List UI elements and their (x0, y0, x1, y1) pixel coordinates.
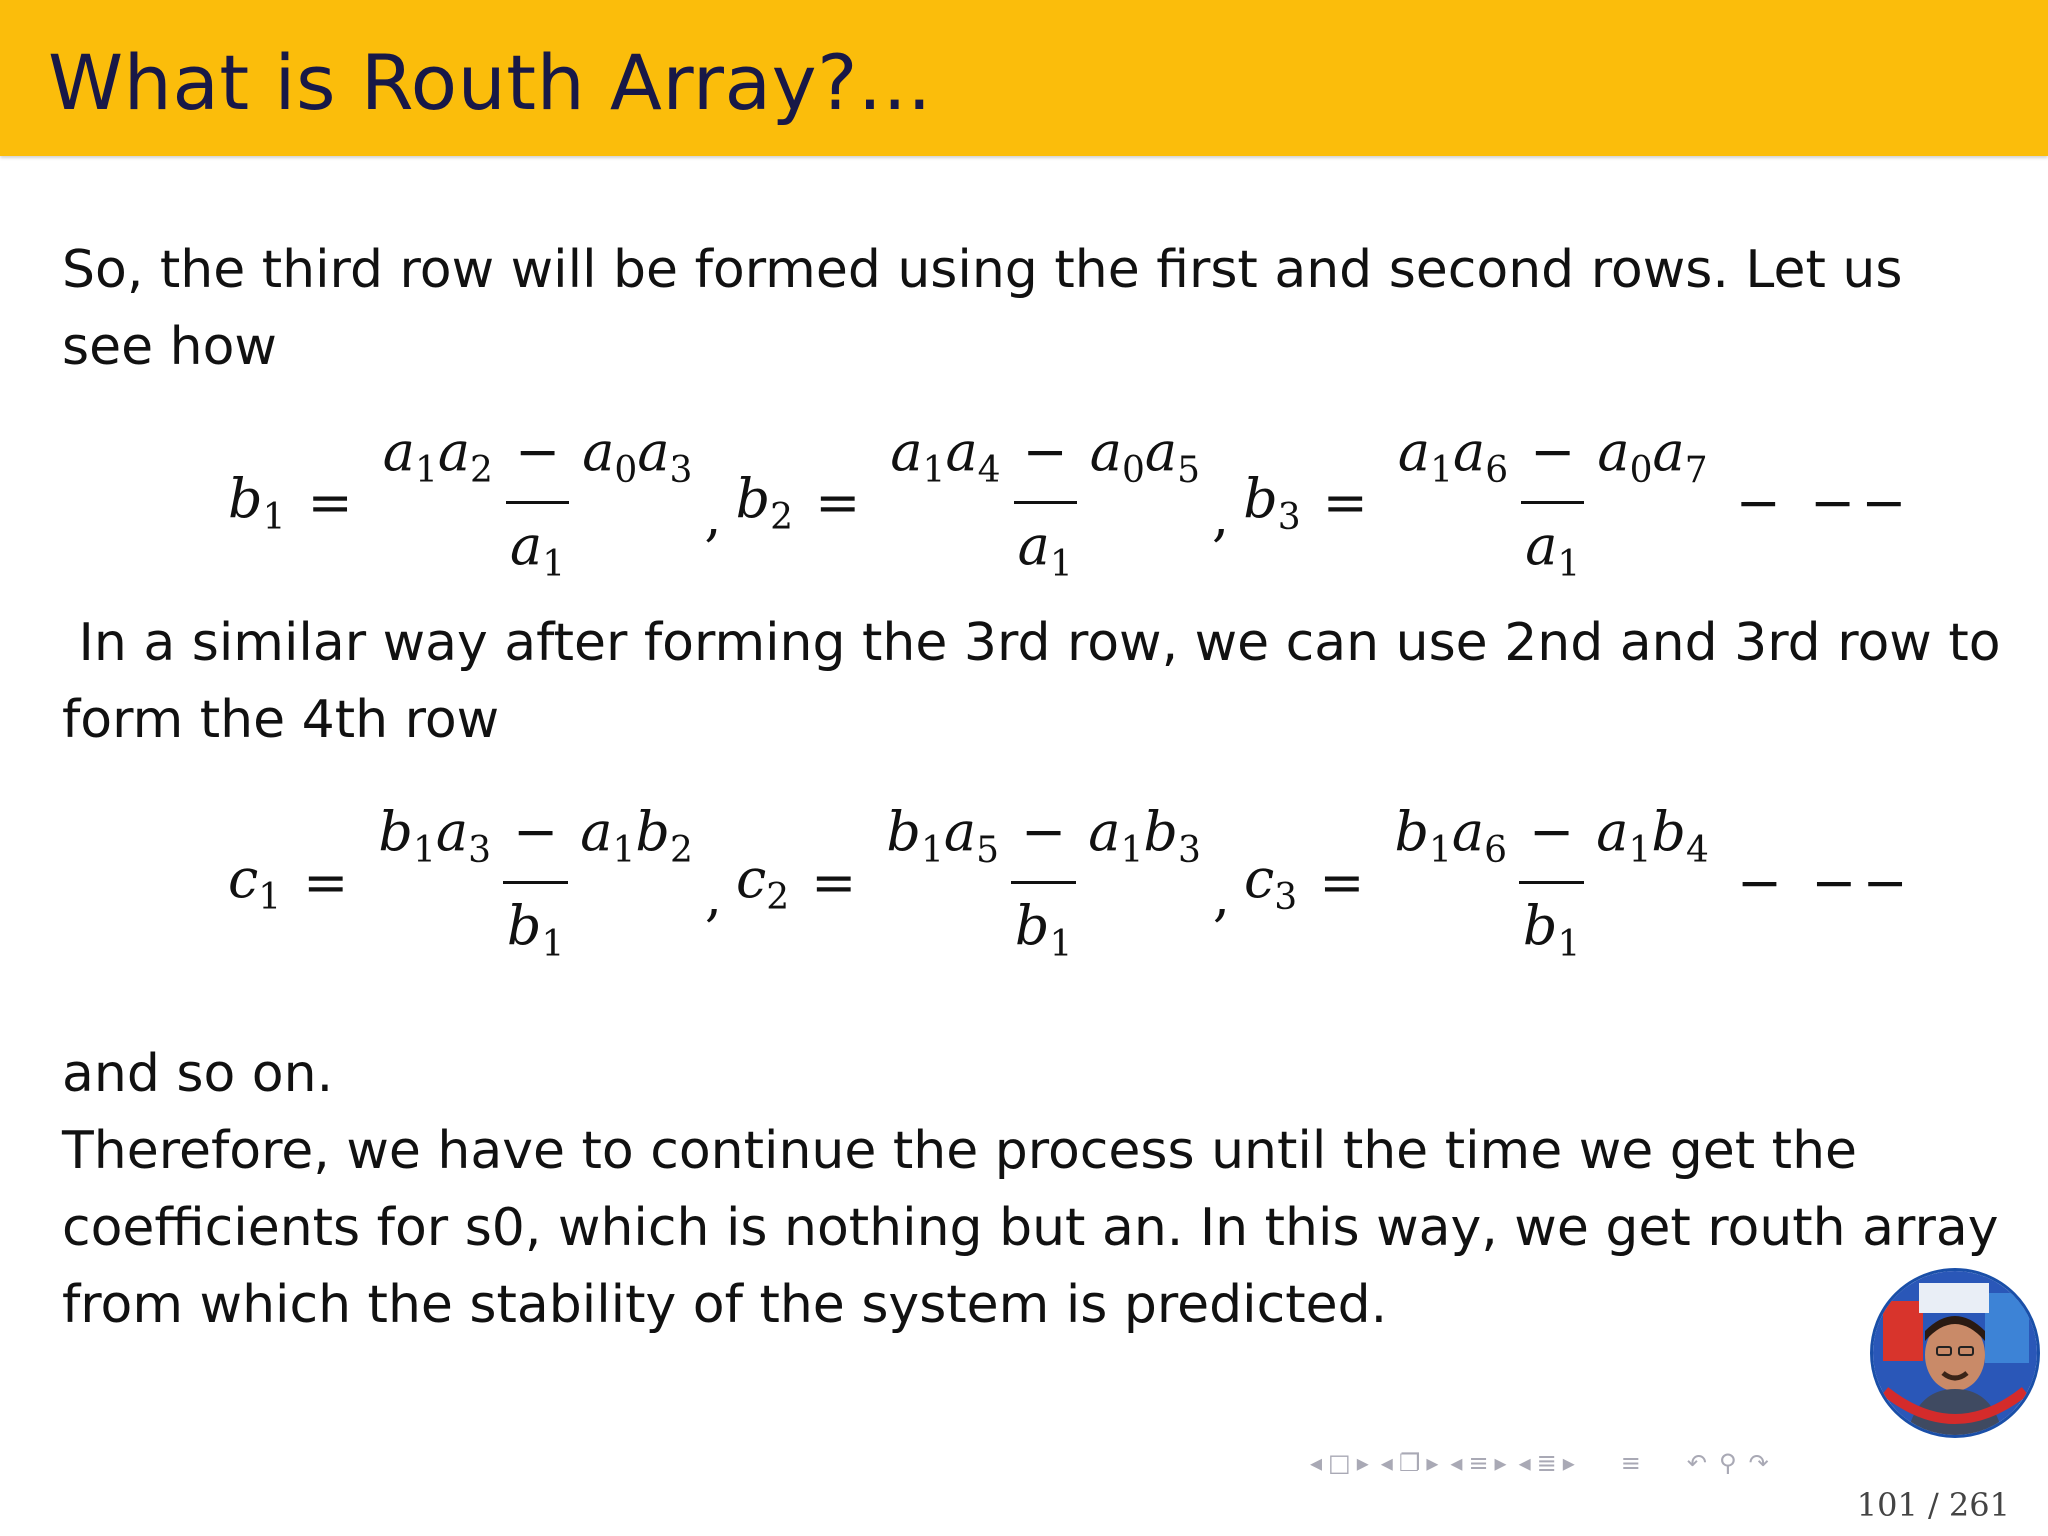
nav-left-arrow-icon[interactable]: ◂ (1518, 1449, 1531, 1477)
term-variable-subscript: 7 (1684, 449, 1708, 491)
term-variable-letter: b (1651, 799, 1686, 863)
nav-section-group[interactable] (1450, 1449, 1506, 1477)
term-variable-letter: b (1394, 799, 1430, 863)
lhs-variable (228, 467, 285, 538)
term-variable (1017, 513, 1073, 585)
term-variable-letter: a (1453, 419, 1486, 483)
numerator (886, 420, 1204, 501)
term-variable-letter: a (582, 419, 615, 483)
term-variable-letter: a (1397, 419, 1431, 483)
minus-sign: − (1021, 799, 1067, 863)
presenter-avatar (1870, 1268, 2040, 1438)
lhs-variable-letter: b (228, 466, 263, 530)
slide-header (0, 0, 2048, 156)
search-icon[interactable]: ⚲ (1719, 1449, 1737, 1477)
term-variable (582, 419, 638, 491)
lhs-variable-subscript: 3 (1277, 496, 1301, 538)
nav-right-arrow-icon[interactable]: ▸ (1494, 1449, 1507, 1477)
comma: , (704, 864, 723, 928)
term-variable (1397, 419, 1454, 491)
equals-sign: = (303, 850, 349, 914)
term-variable-subscript: 1 (1429, 829, 1452, 871)
page-current: 101 (1856, 1486, 1918, 1524)
term-variable-subscript: 1 (541, 923, 565, 965)
term-variable-subscript: 1 (542, 543, 566, 585)
comma: , (1212, 864, 1231, 928)
paragraph-and-so-on: and so on. (62, 1044, 334, 1104)
term-variable-letter: a (1525, 513, 1558, 577)
minus-sign: − (1529, 799, 1575, 863)
term-variable-subscript: 3 (669, 449, 693, 491)
term-variable-letter: a (1017, 513, 1050, 577)
beamer-navigation (1310, 1446, 1769, 1480)
term-variable-subscript: 3 (1177, 829, 1201, 871)
term-variable-subscript: 2 (470, 449, 493, 491)
nav-frame-icon[interactable]: □ (1328, 1449, 1351, 1477)
redo-icon[interactable]: ↷ (1748, 1449, 1769, 1477)
numerator (1394, 420, 1712, 501)
term-variable-subscript: 1 (1049, 923, 1073, 965)
numerator (374, 800, 696, 881)
lhs-variable (736, 467, 793, 538)
continuation-dashes: − −− (1735, 470, 1913, 534)
term-variable (1522, 893, 1581, 965)
slide-title: What is Routh Array?... (48, 38, 932, 127)
denominator (506, 501, 569, 585)
term-variable (890, 419, 946, 491)
term-variable-letter: a (1596, 799, 1629, 863)
term-variable-letter: a (1652, 419, 1685, 483)
equation-c-row (228, 799, 1914, 965)
nav-left-arrow-icon[interactable]: ◂ (1380, 1449, 1393, 1477)
term-variable (1597, 419, 1653, 491)
nav-document-group[interactable] (1519, 1449, 1575, 1477)
undo-icon[interactable]: ↶ (1686, 1449, 1708, 1477)
page-total: 261 (1948, 1486, 2010, 1524)
term-variable-letter: a (1597, 419, 1630, 483)
equals-sign: = (307, 470, 353, 534)
term-variable-letter: b (1522, 893, 1558, 957)
nav-subsection-group[interactable] (1381, 1449, 1439, 1477)
fraction (374, 800, 696, 965)
term-variable (382, 419, 438, 491)
term-variable (1596, 799, 1652, 871)
nav-right-arrow-icon[interactable]: ▸ (1356, 1449, 1369, 1477)
term-variable (943, 799, 1000, 871)
term-variable-subscript: 5 (1177, 449, 1201, 491)
term-variable (945, 419, 1001, 491)
term-variable-subscript: 4 (1685, 829, 1709, 871)
denominator (1519, 881, 1584, 965)
term-variable-letter: a (1089, 419, 1122, 483)
term-variable-letter: a (1088, 799, 1121, 863)
term-variable (1652, 419, 1708, 491)
lhs-variable-letter: c (736, 846, 767, 910)
fraction (882, 800, 1204, 965)
lhs-variable (228, 847, 281, 918)
term-variable (886, 799, 944, 871)
term-variable-subscript: 0 (614, 449, 638, 491)
lhs-variable-subscript: 3 (1274, 876, 1298, 918)
term-variable-subscript: 5 (976, 829, 1000, 871)
term-variable-subscript: 1 (412, 829, 436, 871)
term-variable (506, 893, 565, 965)
nav-outline-icon[interactable]: ≡ (1620, 1449, 1641, 1477)
term-variable-subscript: 1 (612, 829, 636, 871)
term-variable-letter: a (1451, 799, 1485, 863)
equation-b-row (228, 419, 1913, 585)
equals-sign: = (811, 850, 857, 914)
nav-right-arrow-icon[interactable]: ▸ (1562, 1449, 1575, 1477)
term-variable (1394, 799, 1452, 871)
paragraph-therefore: Therefore, we have to continue the process until the time we get the coefficients for s0, which is nothing but an. In this way, we get routh array from which the stability of the system is predicted. (62, 1121, 1999, 1335)
term-variable-subscript: 2 (669, 829, 693, 871)
term-variable (1651, 799, 1709, 871)
term-variable (1088, 799, 1144, 871)
term-variable-subscript: 6 (1485, 449, 1509, 491)
term-variable-subscript: 4 (977, 449, 1001, 491)
fraction (1394, 420, 1712, 585)
denominator (503, 881, 568, 965)
denominator (1014, 501, 1077, 585)
lhs-variable-subscript: 1 (262, 496, 286, 538)
term-variable (1525, 513, 1581, 585)
term-variable-letter: b (1014, 893, 1050, 957)
nav-document-icon[interactable]: ≣ (1536, 1449, 1557, 1477)
term-variable (1453, 419, 1509, 491)
comma: , (704, 484, 722, 548)
lhs-variable-letter: c (1244, 846, 1275, 910)
fraction (886, 420, 1204, 585)
page-number (1857, 1486, 2010, 1524)
nav-right-arrow-icon[interactable]: ▸ (1426, 1449, 1439, 1477)
minus-sign: − (513, 799, 559, 863)
term-variable-subscript: 1 (1430, 449, 1454, 491)
lhs-variable (736, 847, 789, 918)
numerator (379, 420, 697, 501)
lhs-variable-subscript: 1 (258, 876, 282, 918)
term-variable-subscript: 3 (468, 829, 491, 871)
equals-sign: = (815, 470, 861, 534)
term-variable-subscript: 1 (922, 449, 946, 491)
minus-sign: − (1530, 419, 1576, 483)
term-variable (435, 799, 491, 871)
equals-sign: = (1322, 470, 1368, 534)
term-variable (1143, 799, 1201, 871)
term-variable (1451, 799, 1508, 871)
term-variable (1014, 893, 1073, 965)
lhs-variable-letter: b (1243, 466, 1278, 530)
term-variable-letter: b (635, 799, 670, 863)
term-variable-letter: a (1144, 419, 1178, 483)
nav-left-arrow-icon[interactable]: ◂ (1310, 1449, 1323, 1477)
term-variable (437, 419, 493, 491)
term-variable (580, 799, 636, 871)
term-variable (378, 799, 436, 871)
numerator (1390, 800, 1712, 881)
term-variable-letter: b (1143, 799, 1178, 863)
term-variable-letter: a (510, 513, 543, 577)
nav-subsection-icon[interactable]: ❐ (1398, 1449, 1421, 1477)
lhs-variable-letter: c (228, 846, 259, 910)
term-variable-letter: a (580, 799, 613, 863)
nav-section-icon[interactable]: ≡ (1468, 1449, 1489, 1477)
continuation-dashes: − −− (1736, 850, 1914, 914)
paragraph-intro: So, the third row will be formed using the first and second rows. Let us see how (62, 240, 1903, 377)
term-variable-subscript: 1 (1049, 543, 1073, 585)
lhs-variable (1244, 847, 1297, 918)
page-separator: / (1917, 1486, 1949, 1524)
term-variable-letter: a (945, 419, 978, 483)
term-variable (1144, 419, 1201, 491)
lhs-variable (1243, 467, 1300, 538)
numerator (882, 800, 1204, 881)
term-variable-letter: a (890, 419, 923, 483)
term-variable (635, 799, 693, 871)
lhs-variable-subscript: 2 (766, 876, 790, 918)
lhs-variable-subscript: 2 (770, 496, 794, 538)
term-variable-letter: a (382, 419, 415, 483)
term-variable-subscript: 1 (1557, 923, 1581, 965)
term-variable-letter: b (506, 893, 542, 957)
paragraph-similar: In a similar way after forming the 3rd row, we can use 2nd and 3rd row to form the 4th row (62, 613, 2018, 750)
term-variable-letter: a (943, 799, 977, 863)
term-variable-letter: b (886, 799, 921, 863)
minus-sign: − (1022, 419, 1068, 483)
fraction (379, 420, 697, 585)
term-variable (637, 419, 693, 491)
denominator (1011, 881, 1076, 965)
term-variable-subscript: 6 (1484, 829, 1508, 871)
term-variable-subscript: 1 (1628, 829, 1652, 871)
term-variable-subscript: 0 (1629, 449, 1653, 491)
term-variable-letter: a (437, 419, 471, 483)
lhs-variable-letter: b (735, 466, 771, 530)
term-variable-letter: a (637, 419, 670, 483)
term-variable-subscript: 0 (1122, 449, 1145, 491)
term-variable-subscript: 1 (921, 829, 944, 871)
term-variable (510, 513, 566, 585)
comma: , (1212, 484, 1230, 548)
minus-sign: − (514, 419, 561, 483)
denominator (1521, 501, 1584, 585)
fraction (1390, 800, 1712, 965)
nav-frame-group[interactable] (1310, 1449, 1369, 1477)
term-variable-letter: a (435, 799, 469, 863)
equals-sign: = (1319, 850, 1365, 914)
term-variable-subscript: 1 (1120, 829, 1144, 871)
term-variable (1089, 419, 1145, 491)
nav-left-arrow-icon[interactable]: ◂ (1450, 1449, 1463, 1477)
term-variable-letter: b (378, 799, 413, 863)
term-variable-subscript: 1 (1557, 543, 1581, 585)
term-variable-subscript: 1 (414, 449, 438, 491)
